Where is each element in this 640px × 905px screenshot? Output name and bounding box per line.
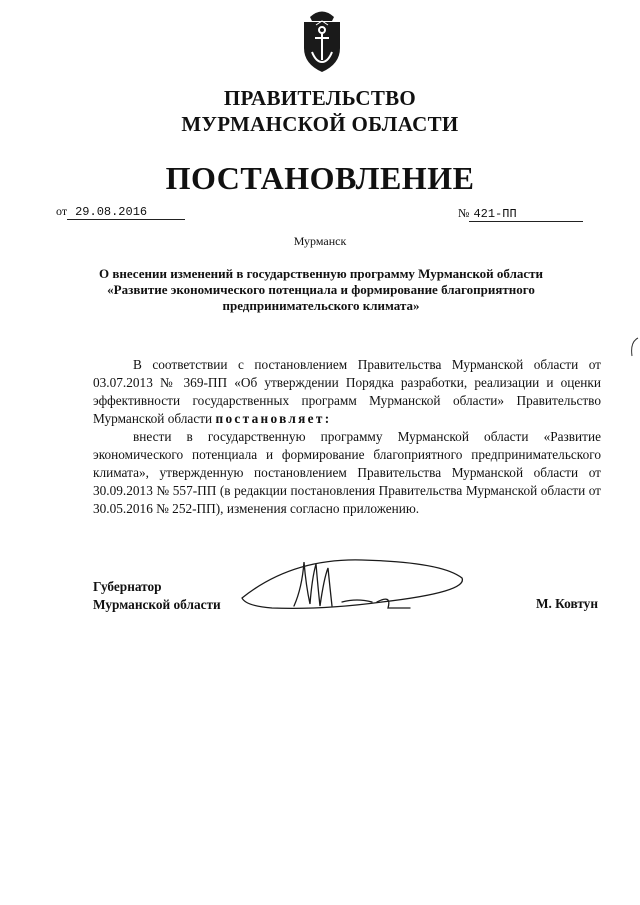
body-paragraph-1-text: В соответствии с постановлением Правительства Мурманской области от 03.07.2013 № 369-ПП «Об утверждении Порядка разработки, реализации и оценки эффективности государственных программ Мурманской области» Правительство Мурманской области xyxy=(93,357,601,426)
document-body xyxy=(93,356,601,518)
handwritten-signature xyxy=(232,548,472,618)
document-number xyxy=(458,206,583,222)
body-paragraph-2: внести в государственную программу Мурманской области «Развитие экономического потенциала и формирование благоприятного предпринимательского климата», утвержденную постановлением Правительства Мурманской области от 30.09.2013 № 557-ПП (в редакции постановления Правительства Мурманской области от 30.05.2016 № 252-ПП), изменения согласно приложению. xyxy=(93,429,601,516)
coat-of-arms-icon xyxy=(294,8,350,74)
document-date xyxy=(56,204,185,220)
body-paragraph-1 xyxy=(93,356,601,428)
number-value: 421-ПП xyxy=(469,207,583,222)
decree-keyword: постановляет: xyxy=(215,411,332,426)
signatory-name: М. Ковтун xyxy=(535,596,598,611)
signatory-title-line1: Губернатор xyxy=(93,579,162,594)
document-city: Мурманск xyxy=(293,234,347,248)
signatory-title-line2: Мурманской области xyxy=(93,597,221,612)
document-subject: О внесении изменений в государственную программу Мурманской области «Развитие экономического потенциала и формирование благоприятного предпринимательского климата» xyxy=(98,266,544,313)
signatory-title xyxy=(93,578,221,614)
org-name-line2: МУРМАНСКОЙ ОБЛАСТИ xyxy=(181,112,459,136)
number-prefix: № xyxy=(458,206,470,220)
date-value: 29.08.2016 xyxy=(67,205,185,220)
date-prefix: от xyxy=(56,204,68,218)
org-name-line1: ПРАВИТЕЛЬСТВО xyxy=(223,86,417,110)
document-type-title: ПОСТАНОВЛЕНИЕ xyxy=(165,160,475,196)
margin-mark-icon xyxy=(628,336,640,358)
